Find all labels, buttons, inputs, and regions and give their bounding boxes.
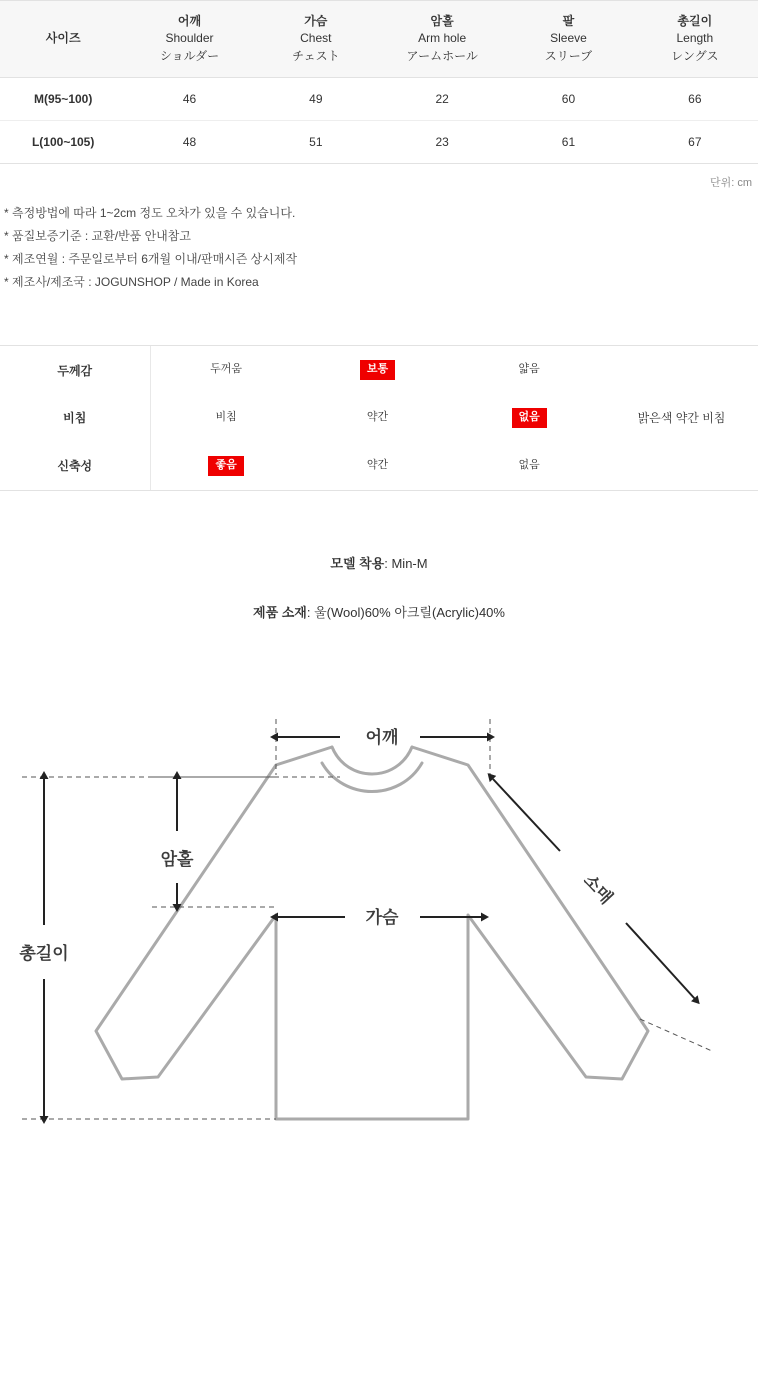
- fabric-option-sheerness-0: [150, 394, 302, 442]
- table-row: [0, 346, 758, 394]
- length-label: 총길이: [19, 943, 69, 963]
- fabric-chip-selected: 좋음: [208, 456, 243, 476]
- fabric-label-thickness: 두께감: [0, 346, 150, 394]
- table-row: [0, 78, 758, 121]
- size-cell-l-armhole: 23: [379, 121, 505, 164]
- size-header-cell-1: [126, 1, 252, 78]
- fabric-chip: 두꺼움: [210, 363, 243, 376]
- size-unit-note: 단위: cm: [709, 177, 752, 190]
- size-table-head: [0, 1, 758, 78]
- size-header-cell-2: [253, 1, 379, 78]
- size-cell-l-shoulder: 48: [126, 121, 252, 164]
- fabric-option-thickness-2: [453, 346, 605, 394]
- fabric-chip-selected: 보통: [360, 360, 395, 380]
- armhole-label: 암홀: [160, 849, 194, 869]
- fabric-option-sheerness-2: [453, 394, 605, 442]
- size-header-en-1: Shoulder: [165, 31, 214, 46]
- material-label: 제품 소재: [253, 604, 307, 620]
- size-header-jp-2: チェスト: [292, 48, 340, 63]
- size-cell-m-chest: 49: [253, 78, 379, 121]
- fabric-chip: 얇음: [518, 363, 540, 376]
- fabric-label-elasticity: 신축성: [0, 442, 150, 490]
- size-header-jp-3: アームホール: [406, 48, 478, 63]
- fabric-properties-section: [0, 345, 758, 490]
- size-cell-m-shoulder: 46: [126, 78, 252, 121]
- size-table-body: [0, 78, 758, 164]
- fabric-option-elasticity-2: [453, 442, 605, 490]
- fabric-option-sheerness-1: [302, 394, 454, 442]
- size-table: [0, 0, 758, 164]
- shoulder-measure: [278, 727, 488, 747]
- fabric-table: [0, 346, 758, 489]
- garment-outline: [96, 747, 648, 1119]
- product-notes: [0, 190, 758, 293]
- size-table-header-row: [0, 1, 758, 78]
- fabric-option-elasticity-1: [302, 442, 454, 490]
- size-header-jp-1: ショルダー: [159, 48, 220, 63]
- material-line: [0, 602, 758, 621]
- size-header-en-5: Length: [676, 31, 714, 46]
- list-item: * 측정방법에 따라 1~2cm 정도 오차가 있을 수 있습니다.: [4, 206, 296, 221]
- length-measure: [19, 779, 68, 1117]
- product-meta: [0, 553, 758, 621]
- model-wear-label: 모델 착용: [330, 555, 385, 571]
- size-cell-m-length: 66: [632, 78, 758, 121]
- size-header-kr-2: 가슴: [304, 14, 328, 28]
- measurement-diagram: [0, 679, 758, 1199]
- shoulder-label: 어깨: [365, 727, 399, 747]
- size-header-kr-3: 암홀: [430, 14, 454, 28]
- table-row: [0, 121, 758, 164]
- armhole-measure: [161, 779, 194, 905]
- size-cell-l-length: 67: [632, 121, 758, 164]
- sleeve-measure: [493, 779, 695, 999]
- model-wear-line: [0, 553, 758, 572]
- fabric-label-sheerness: 비침: [0, 394, 150, 442]
- size-row-label-m: M(95~100): [0, 78, 126, 121]
- fabric-option-elasticity-0: [150, 442, 302, 490]
- size-header-cell-0: [0, 1, 126, 78]
- model-wear-value: : Min-M: [384, 555, 428, 571]
- size-header-en-4: Sleeve: [550, 31, 587, 46]
- size-header-cell-3: [379, 1, 505, 78]
- size-cell-m-armhole: 22: [379, 78, 505, 121]
- size-row-label-l: L(100~105): [0, 121, 126, 164]
- chest-label: 가슴: [365, 907, 399, 927]
- fabric-option-thickness-0: [150, 346, 302, 394]
- size-header-kr-0: 사이즈: [45, 31, 81, 46]
- size-header-kr-1: 어깨: [177, 14, 202, 28]
- fabric-chip: 약간: [366, 411, 389, 424]
- sleeve-label: 소매: [579, 870, 617, 908]
- list-item: * 제조사/제조국 : JOGUNSHOP / Made in Korea: [4, 274, 259, 289]
- size-cell-l-chest: 51: [253, 121, 379, 164]
- size-header-en-2: Chest: [300, 31, 332, 46]
- size-header-jp-5: レングス: [671, 48, 719, 63]
- fabric-chip: 없음: [518, 458, 540, 471]
- list-item: * 제조연월 : 주문일로부터 6개월 이내/판매시즌 상시제작: [4, 251, 298, 266]
- fabric-chip: 약간: [366, 458, 389, 471]
- size-header-cell-5: [632, 1, 758, 78]
- size-header-en-3: Arm hole: [418, 31, 467, 46]
- fabric-chip-selected: 없음: [512, 408, 547, 428]
- measurement-diagram-svg: [0, 679, 758, 1199]
- fabric-side-note: 밝은색 약간 비침: [637, 410, 726, 425]
- size-header-cell-4: [505, 1, 631, 78]
- chest-measure: [278, 907, 482, 927]
- size-cell-m-sleeve: 60: [505, 78, 631, 121]
- material-value: : 울(Wool)60% 아크릴(Acrylic)40%: [306, 604, 505, 620]
- fabric-option-thickness-1: [302, 346, 454, 394]
- list-item: * 품질보증기준 : 교환/반품 안내참고: [4, 228, 191, 243]
- size-cell-l-sleeve: 61: [505, 121, 631, 164]
- size-header-jp-4: スリーブ: [544, 48, 593, 63]
- size-header-kr-4: 팔: [562, 14, 575, 28]
- fabric-chip: 비침: [215, 411, 237, 424]
- size-header-kr-5: 총길이: [677, 14, 713, 28]
